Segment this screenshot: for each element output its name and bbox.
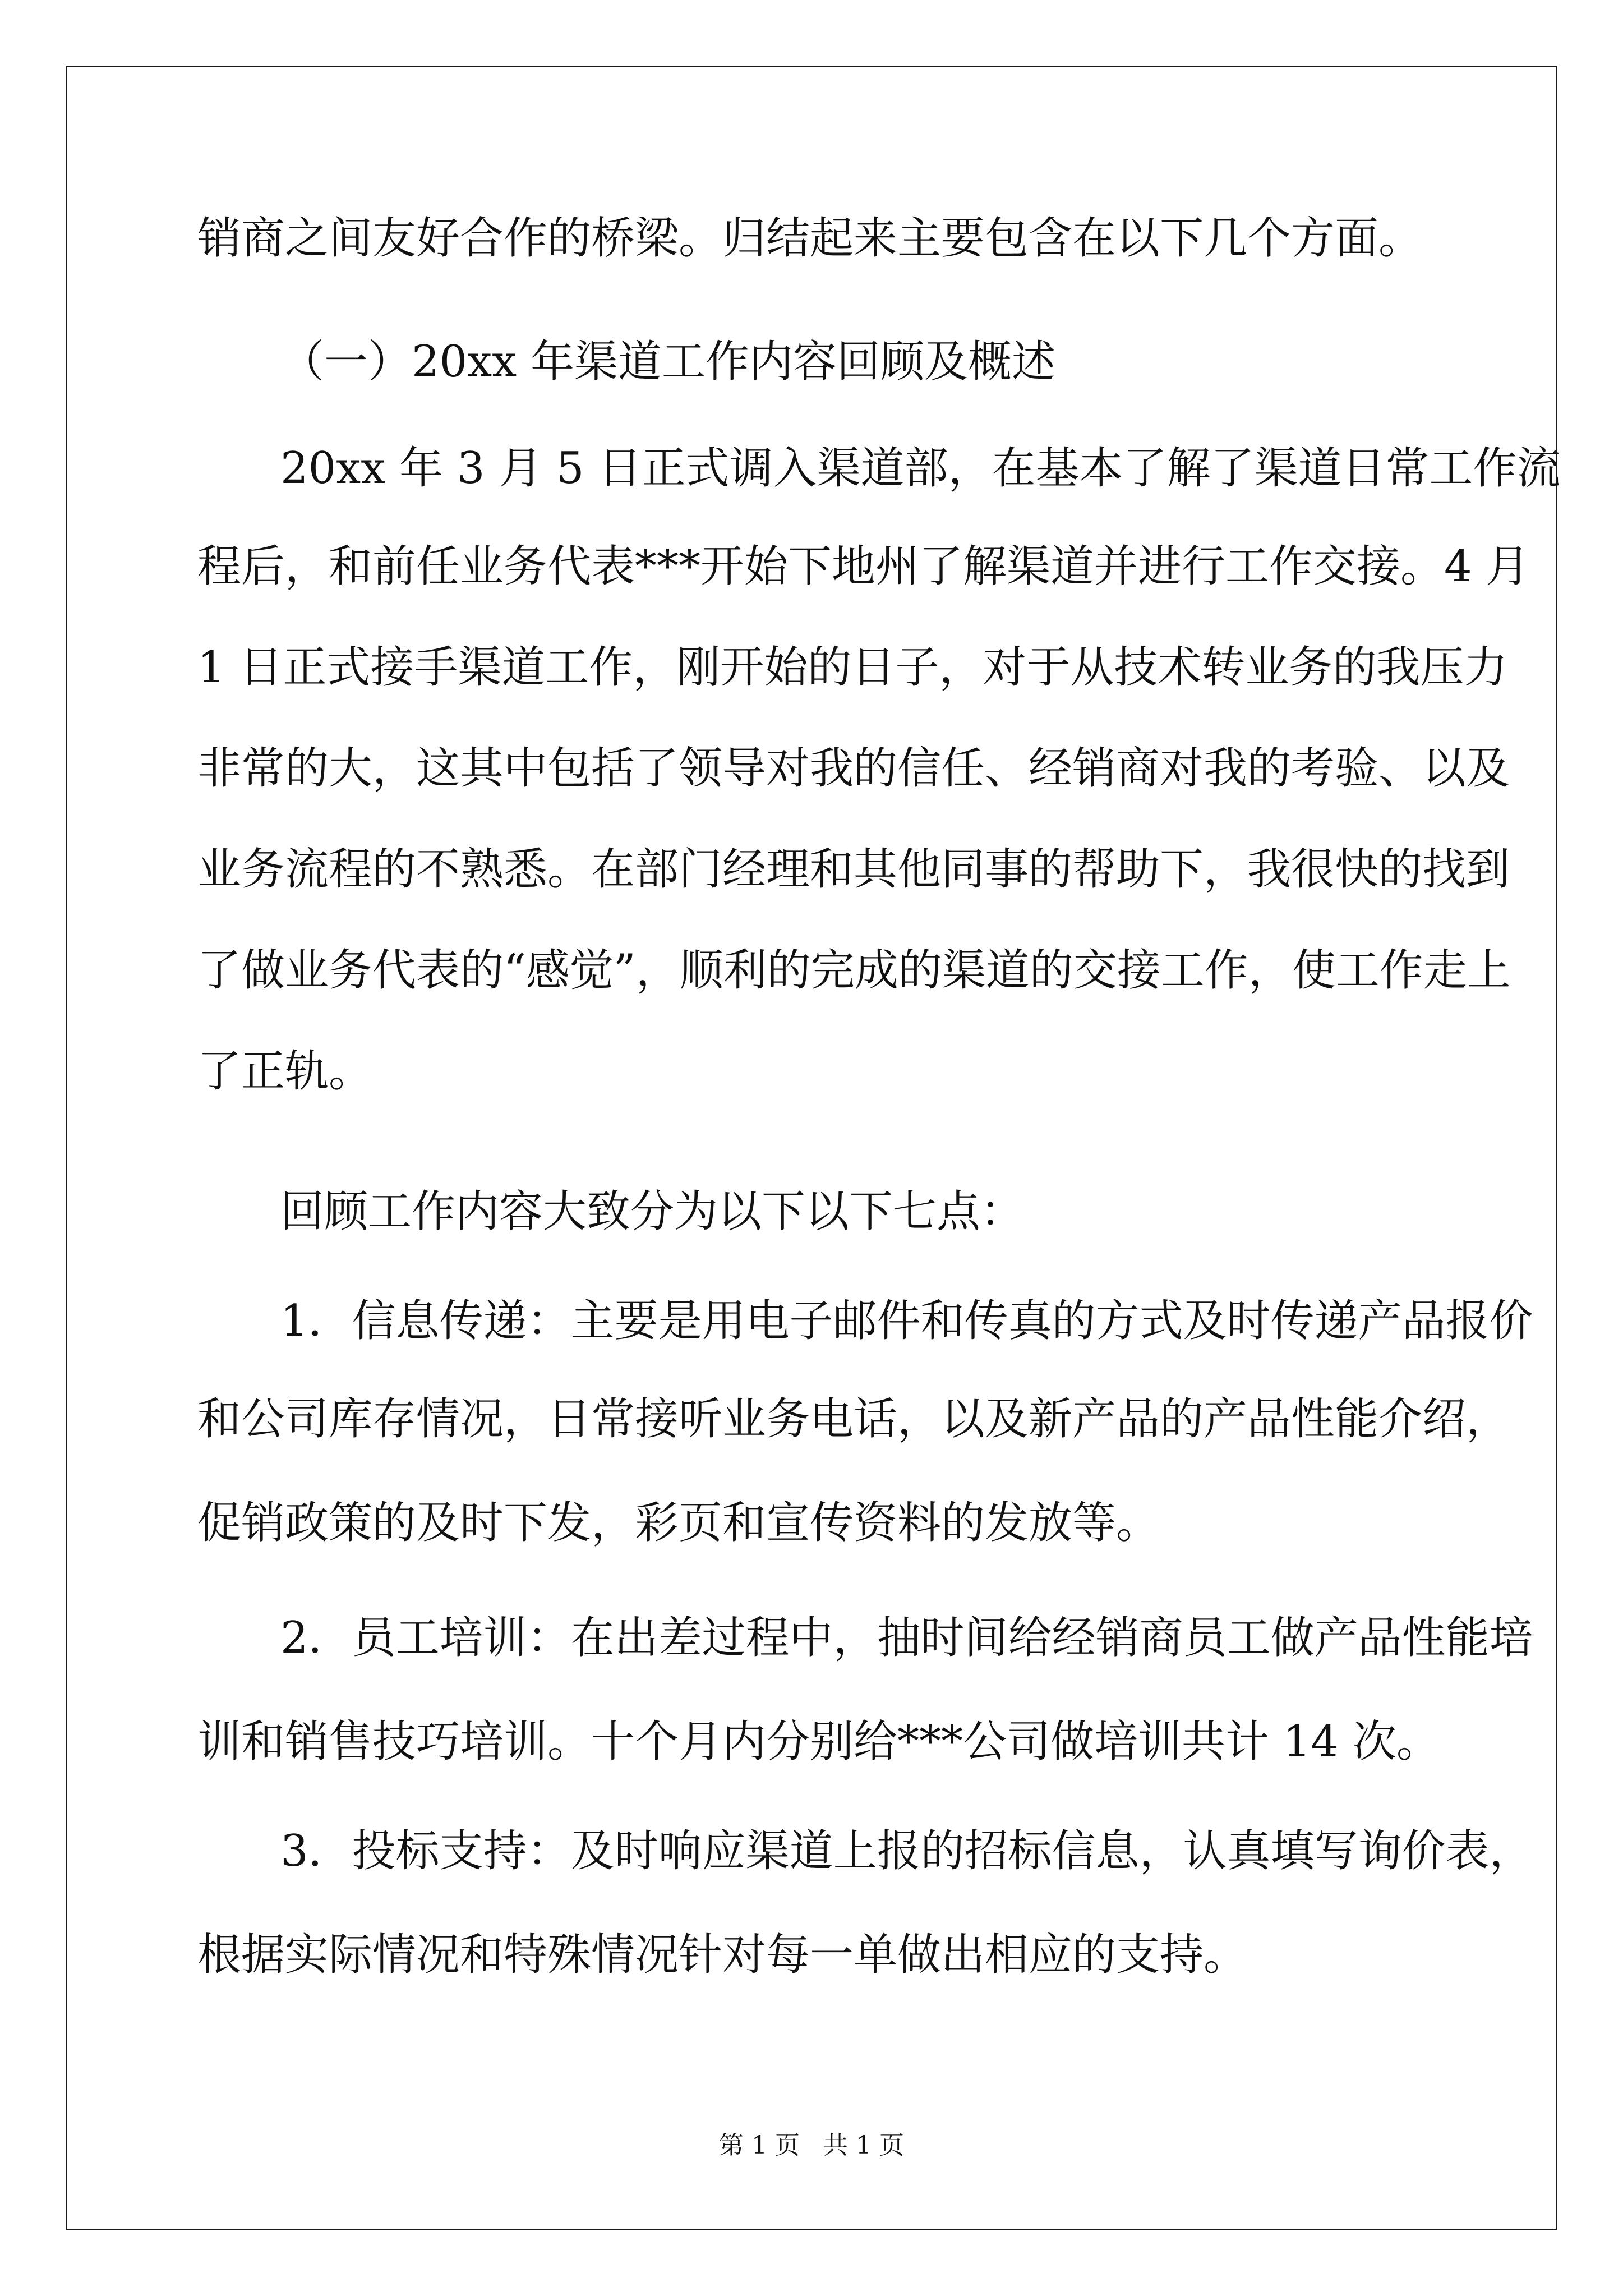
paragraph-line: 业务流程的不熟悉。在部门经理和其他同事的帮助下，我很快的找到 <box>197 844 1510 895</box>
list-item-line: 1．信息传递：主要是用电子邮件和传真的方式及时传递产品报价 <box>280 1296 1533 1346</box>
page-border <box>66 66 1561 2230</box>
page-footer: 第 1 页 共 1 页 <box>719 2131 904 2160</box>
list-item-line: 和公司库存情况，日常接听业务电话，以及新产品的产品性能介绍， <box>197 1394 1510 1444</box>
paragraph-line: 了正轨。 <box>197 1046 373 1097</box>
section-heading: （一）20xx 年渠道工作内容回顾及概述 <box>280 337 1056 387</box>
paragraph-line: 回顾工作内容大致分为以下以下七点： <box>280 1186 1025 1237</box>
list-item-line: 2．员工培训：在出差过程中，抽时间给经销商员工做产品性能培 <box>280 1613 1533 1663</box>
list-item-line: 根据实际情况和特殊情况针对每一单做出相应的支持。 <box>197 1930 1248 1980</box>
list-item-line: 促销政策的及时下发，彩页和宣传资料的发放等。 <box>197 1498 1160 1548</box>
paragraph-line: 1 日正式接手渠道工作，刚开始的日子，对于从技术转业务的我压力 <box>197 642 1508 693</box>
list-item-line: 训和销售技巧培训。十个月内分别给***公司做培训共计 14 次。 <box>197 1717 1440 1767</box>
paragraph-line: 了做业务代表的“感觉”，顺利的完成的渠道的交接工作，使工作走上 <box>197 945 1511 996</box>
list-item-line: 3．投标支持：及时响应渠道上报的招标信息，认真填写询价表， <box>280 1826 1533 1876</box>
paragraph-line: 20xx 年 3 月 5 日正式调入渠道部，在基本了解了渠道日常工作流 <box>280 443 1561 494</box>
paragraph-line: 程后，和前任业务代表***开始下地州了解渠道并进行工作交接。4 月 <box>197 541 1530 592</box>
paragraph-line: 销商之间友好合作的桥梁。归结起来主要包含在以下几个方面。 <box>197 213 1423 264</box>
paragraph-line: 非常的大，这其中包括了领导对我的信任、经销商对我的考验、以及 <box>197 743 1510 794</box>
